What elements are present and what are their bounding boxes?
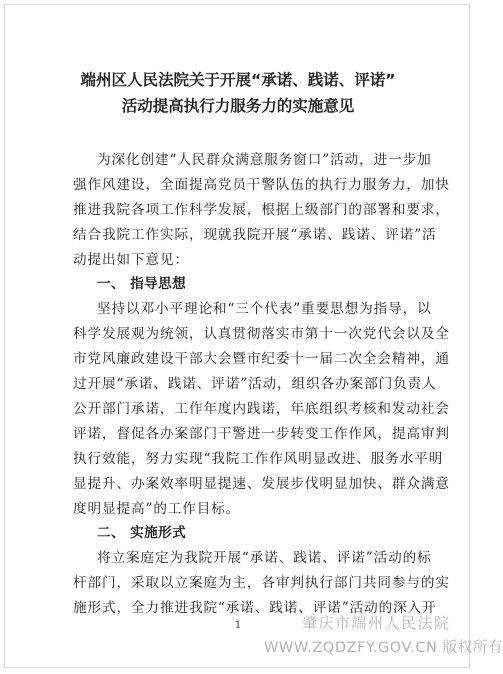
section-2-line-3: 施形式，全力推进我院“承诺、践诺、评诺”活动的深入开 <box>73 600 437 616</box>
intro-line-5: 动提出如下意见： <box>73 252 189 268</box>
section-1-line-7: 执行效能，努力实现“我院工作作风明显改进、服务水平明 <box>73 451 444 467</box>
section-1-line-5: 公开部门承诺，工作年度内践诺，年底组织考核和发动社会 <box>73 401 450 417</box>
section-1-line-1: 坚持以邓小平理论和“三个代表”重要思想为指导，以 <box>97 301 432 317</box>
section-2-heading: 二、 实施形式 <box>97 525 187 541</box>
section-1-heading: 一、 指导思想 <box>97 276 187 292</box>
intro-line-1: 为深化创建“人民群众满意服务窗口”活动，进一步加 <box>97 152 432 168</box>
section-2-line-1: 将立案庭定为我院开展“承诺、践诺、评诺”活动的标 <box>97 550 432 566</box>
watermark-court-name: 肇庆市端州人民法院 <box>302 614 451 632</box>
intro-line-2: 强作风建设，全面提高党员干警队伍的执行力服务力，加快 <box>73 177 450 193</box>
section-1-line-3: 市党风廉政建设干部大会暨市纪委十一届二次全会精神，通 <box>73 351 450 367</box>
section-1-line-6: 评诺，督促各办案部门干警进一步转变工作作风，提高审判 <box>73 426 450 442</box>
section-1-line-4: 过开展“承诺、践诺、评诺”活动，组织各办案部门负责人 <box>73 376 437 392</box>
document-title-line-2: 活动提高执行力服务力的实施意见 <box>121 97 355 115</box>
page-number: 1 <box>234 620 242 631</box>
intro-line-3: 推进我院各项工作科学发展，根据上级部门的部署和要求， <box>73 202 450 218</box>
section-2-line-2: 杆部门，采取以立案庭为主，各审判执行部门共同参与的实 <box>73 575 450 591</box>
watermark-copyright: WWW.ZQDZFY.GOV.CN 版权所有 <box>264 640 503 656</box>
section-1-line-2: 科学发展观为统领，认真贯彻落实市第十一次党代会以及全 <box>73 326 450 342</box>
document-title-line-1: 端州区人民法院关于开展“承诺、践诺、评诺” <box>80 71 396 89</box>
section-1-line-8: 显提升、办案效率明显提速、发展步伐明显加快、群众满意 <box>73 476 450 492</box>
intro-line-4: 结合我院工作实际，现就我院开展“承诺、践诺、评诺”活 <box>73 227 437 243</box>
section-1-line-9: 度明显提高”的工作目标。 <box>73 501 241 517</box>
